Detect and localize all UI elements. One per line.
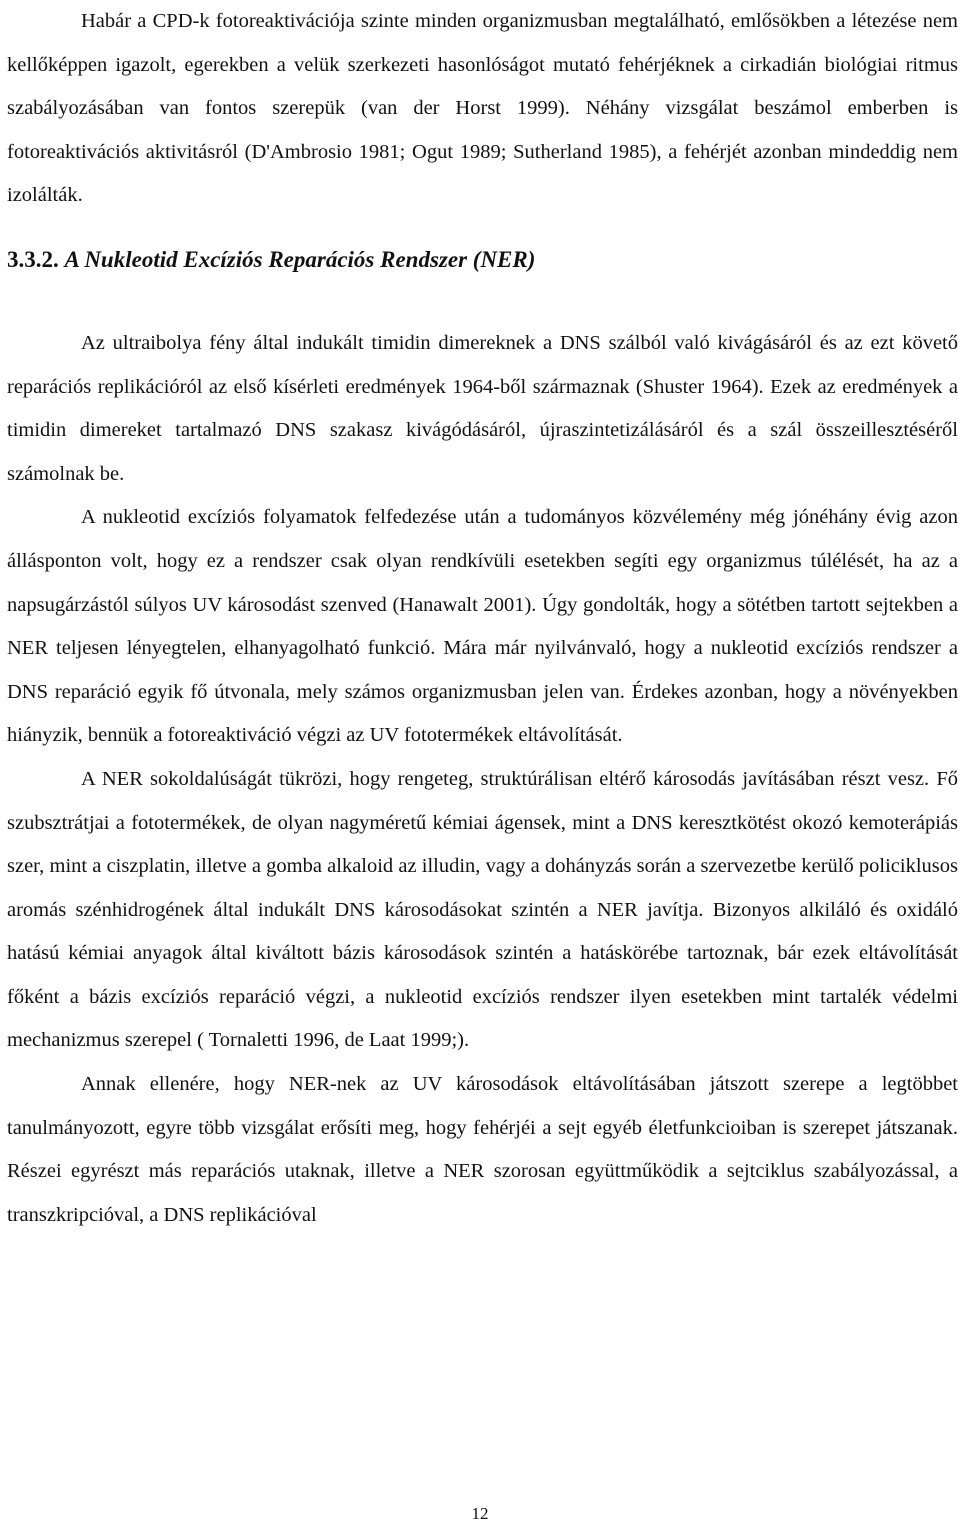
body-paragraph-4: Annak ellenére, hogy NER-nek az UV károsodások eltávolításában játszott szerepe a legtöbbet tanulmányozott, egyre több vizsgálat erősíti meg, hogy fehérjéi a sejt egyéb életfunkcioiban is szerepet játszanak. Részei egyrészt más reparációs utaknak, illetve a NER szorosan együttműködik a sejtciklus szabályozással, a transzkripcióval, a DNS replikációval: [7, 1073, 958, 1226]
page-number: 12: [471, 1504, 489, 1523]
document-page: [7, 0, 958, 1237]
intro-paragraph: Habár a CPD-k fotoreaktivációja szinte minden organizmusban megtalálható, emlősökben a létezése nem kellőképpen igazolt, egerekben a velük szerkezeti hasonlóságot mutató fehérjéknek a cirkadián biológiai ritmus szabályozásában van fontos szerepük (van der Horst 1999). Néhány vizsgálat beszámol emberben is fotoreaktivációs aktivitásról (D'Ambrosio 1981; Ogut 1989; Sutherland 1985), a fehérjét azonban mindeddig nem izolálták.: [7, 10, 958, 207]
body-paragraph-1: Az ultraibolya fény által indukált timidin dimereknek a DNS szálból való kivágásáról és az ezt követő reparációs replikációról az első kísérleti eredmények 1964-ből származnak (Shuster 1964). Ezek az eredmények a timidin dimereket tartalmazó DNS szakasz kivágódásáról, újraszintetizálásáról és a szál összeillesztéséről számolnak be.: [7, 331, 958, 485]
body-paragraph-2: A nukleotid excíziós folyamatok felfedezése után a tudományos közvélemény még jónéhány évig azon állásponton volt, hogy ez a rendszer csak olyan rendkívüli esetekben segíti egy organizmus túlélését, ha az a napsugárzástól súlyos UV károsodást szenved (Hanawalt 2001). Úgy gondolták, hogy a sötétben tartott sejtekben a NER teljesen lényegtelen, elhanyagolható funkció. Mára már nyilvánvaló, hogy a nukleotid excíziós rendszer a DNS reparáció egyik fő útvonala, mely számos organizmusban jelen van. Érdekes azonban, hogy a növényekben hiányzik, bennük a fotoreaktiváció végzi az UV fototermékek eltávolítását.: [7, 506, 958, 747]
heading-gap: [7, 302, 958, 322]
body-paragraph-3: A NER sokoldalúságát tükrözi, hogy rengeteg, struktúrálisan eltérő károsodás javításában részt vesz. Fő szubsztrátjai a fototermékek, de olyan nagyméretű kémiai ágensek, mint a DNS keresztkötést okozó kemoterápiás szer, mint a ciszplatin, illetve a gomba alkaloid az illudin, vagy a dohányzás során a szervezetbe kerülő policiklusos aromás szénhidrogének által indukált DNS károsodásokat szintén a NER javítja. Bizonyos alkiláló és oxidáló hatású kémiai anyagok által kiváltott bázis károsodások szintén a hatáskörébe tartoznak, bár ezek eltávolítását főként a bázis excíziós reparáció végzi, a nukleotid excíziós rendszer ilyen esetekben mint tartalék védelmi mechanizmus szerepel ( Tornaletti 1996, de Laat 1999;).: [7, 767, 958, 1052]
section-number: 3.3.2.: [7, 246, 59, 272]
section-heading: [7, 218, 958, 302]
section-title: A Nukleotid Excíziós Reparációs Rendszer (NER): [64, 246, 536, 272]
